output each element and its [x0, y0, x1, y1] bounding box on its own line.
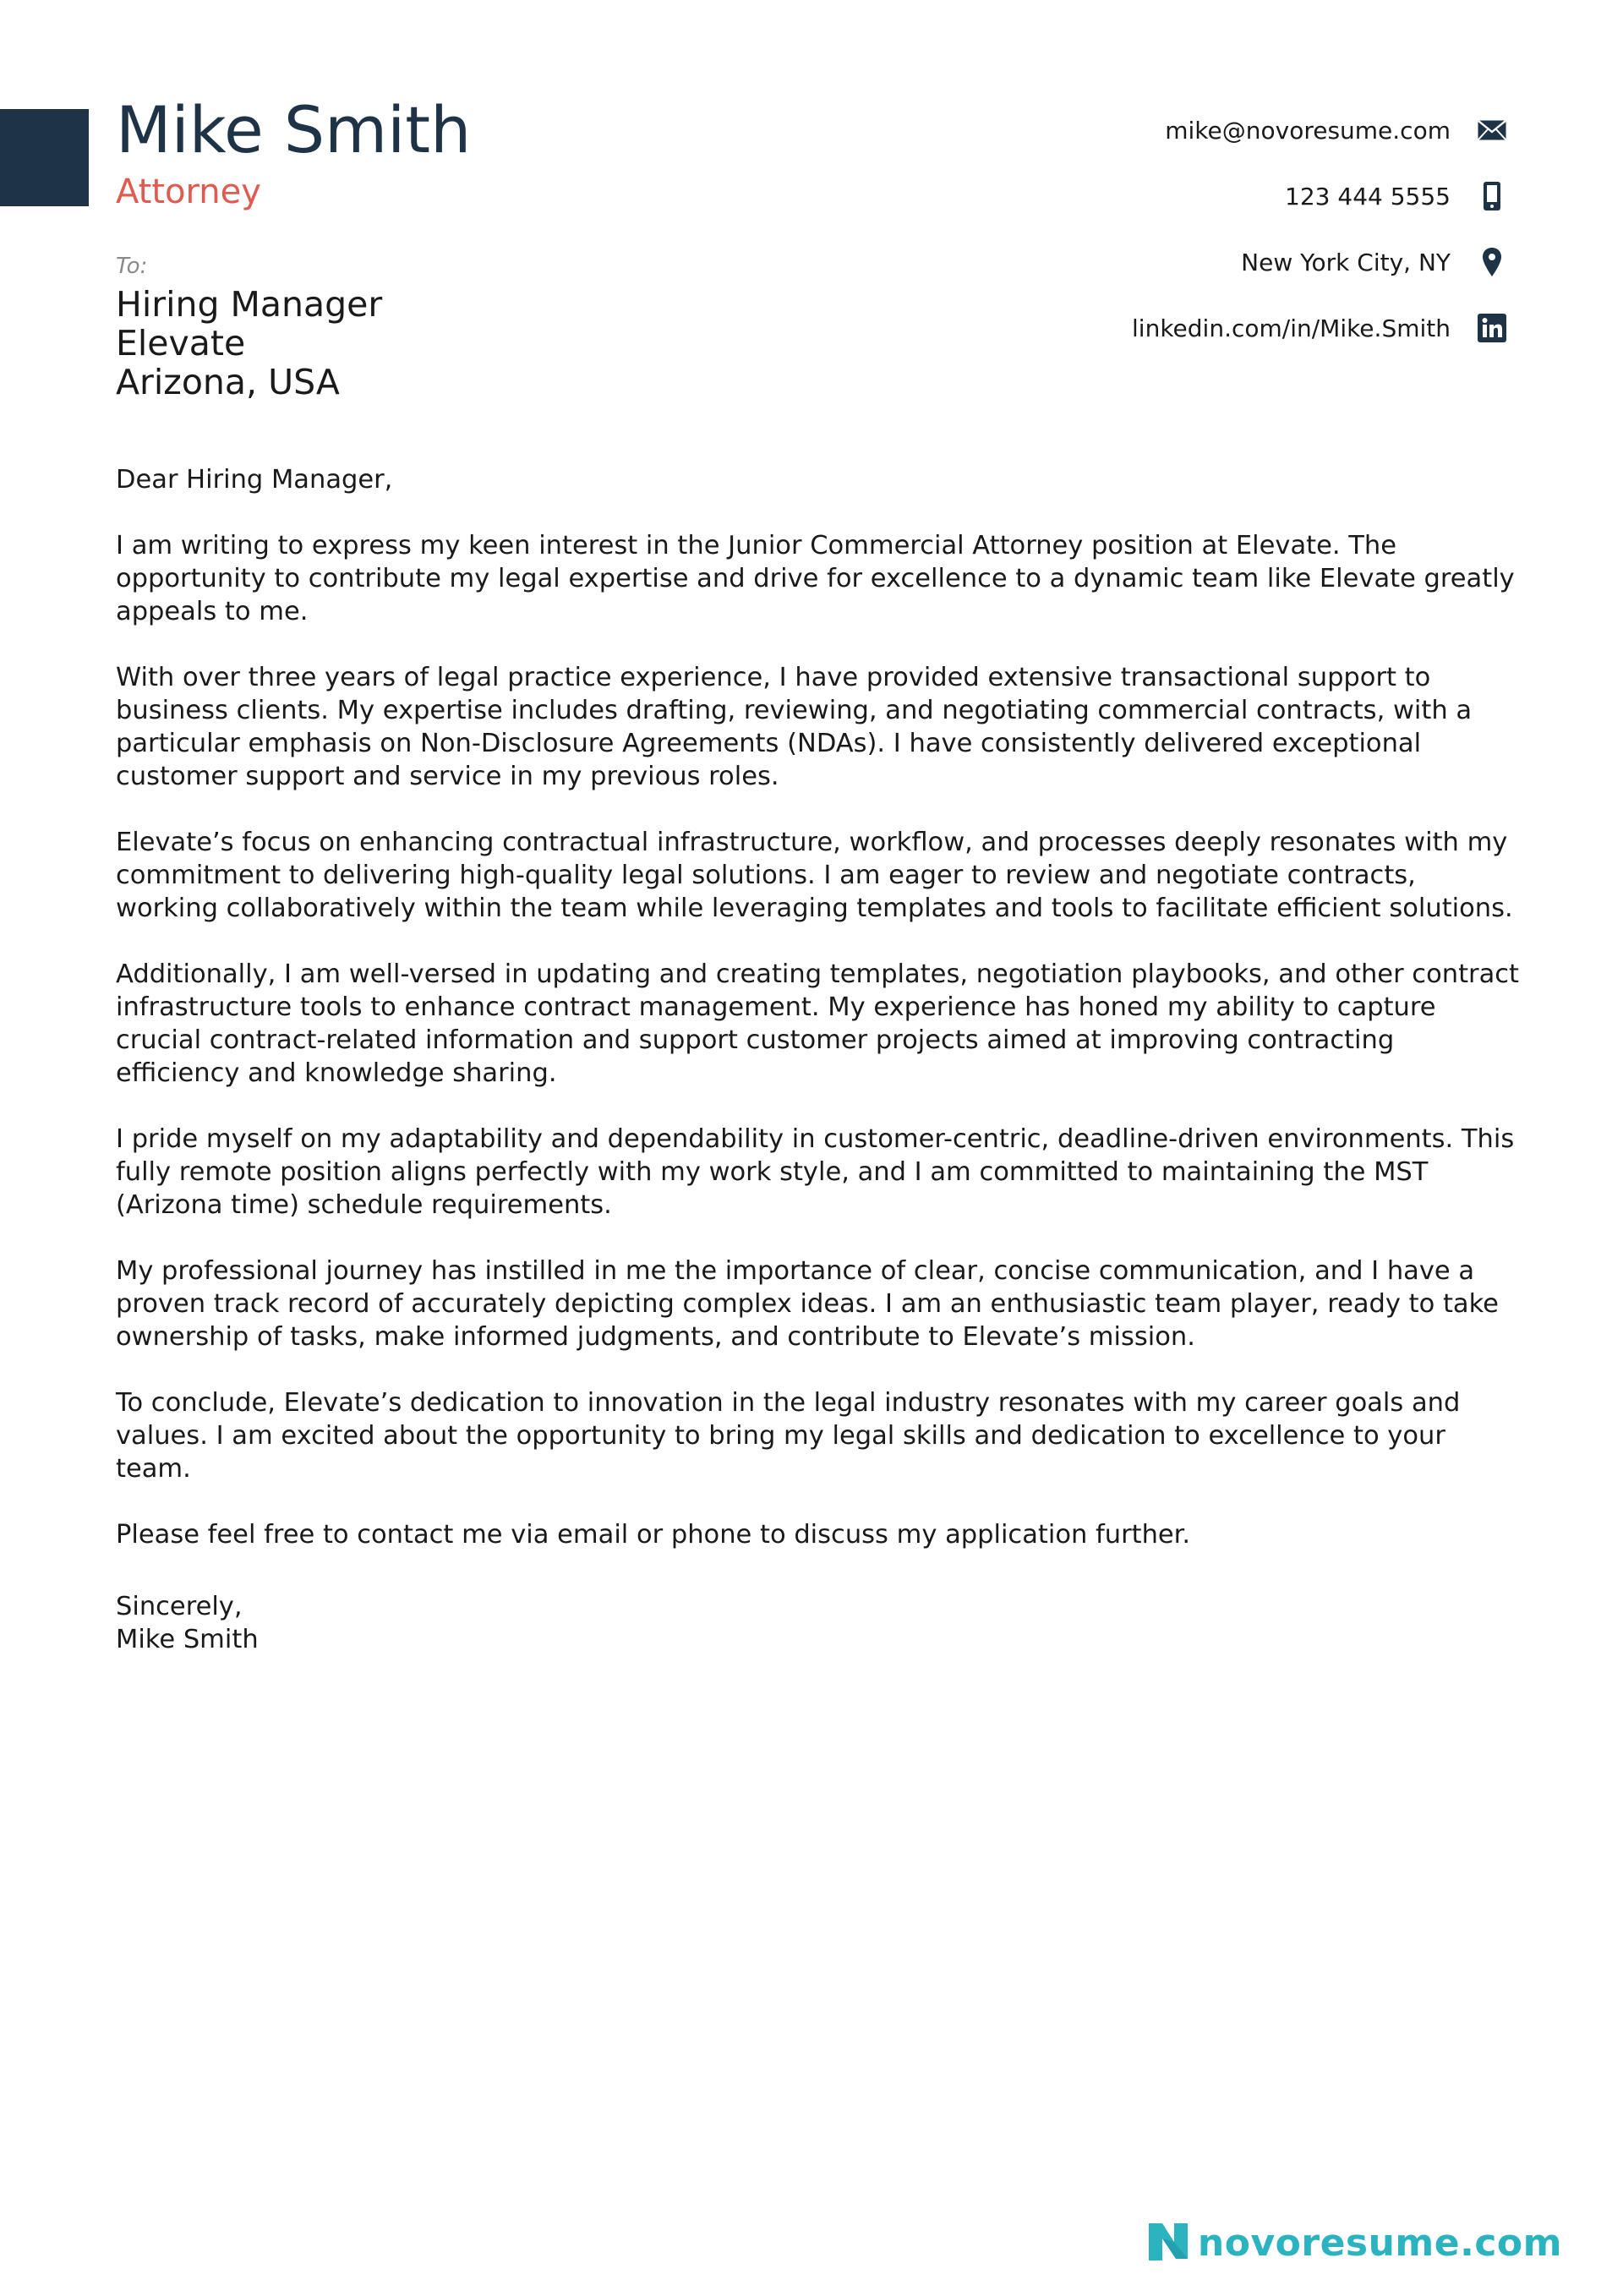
contact-location	[832, 229, 1508, 295]
phone-icon	[1476, 179, 1508, 213]
salutation: Dear Hiring Manager,	[116, 465, 393, 495]
contact-linkedin-text[interactable]: linkedin.com/in/Mike.Smith	[1132, 314, 1451, 342]
letter-paragraph: I am writing to express my keen interest in the Junior Commercial Attorney position at Elevate. The opportunity to contribute my legal expertise and drive for excellence to a dynamic team like Elevate greatly appeals to me.	[116, 531, 1515, 626]
novoresume-logo-icon	[1145, 2218, 1191, 2267]
closing-phrase: Sincerely,	[116, 1592, 243, 1621]
letter-paragraph: Additionally, I am well-versed in updating and creating templates, negotiation playbooks, and other contract infrastructure tools to enhance contract management. My experience has honed my ability to capture crucial contract-related information and support customer projects aimed at improving contracting efficiency and knowledge sharing.	[116, 959, 1519, 1088]
recipient-label: To:	[116, 254, 148, 279]
envelope-icon	[1476, 113, 1508, 147]
letter-paragraph: To conclude, Elevate’s dedication to innovation in the legal industry resonates with my career goals and values. I am excited about the opportunity to bring my legal skills and dedication to excellence to your team.	[116, 1388, 1461, 1484]
brand-footer[interactable]	[1145, 2218, 1562, 2267]
contact-linkedin[interactable]	[832, 295, 1508, 361]
contact-email-text[interactable]: mike@novoresume.com	[1165, 116, 1451, 145]
location-pin-icon	[1476, 245, 1508, 279]
letter-paragraph: I pride myself on my adaptability and dependability in customer-centric, deadline-driven environments. This fully remote position aligns perfectly with my work style, and I am committed to maintaining the MST (Arizona time) schedule requirements.	[116, 1124, 1515, 1220]
contact-location-text: New York City, NY	[1241, 248, 1451, 276]
contact-phone-text[interactable]: 123 444 5555	[1285, 182, 1451, 210]
contact-info	[832, 97, 1508, 361]
letter-body	[116, 463, 1519, 1584]
signature-name: Mike Smith	[116, 1625, 259, 1654]
linkedin-icon	[1476, 311, 1508, 345]
header-accent-block	[0, 109, 89, 206]
candidate-name: Mike Smith	[116, 92, 472, 167]
contact-email[interactable]	[832, 97, 1508, 163]
contact-phone[interactable]	[832, 163, 1508, 229]
letter-closing	[116, 1590, 259, 1656]
letter-paragraph: With over three years of legal practice experience, I have provided extensive transactional support to business clients. My expertise includes drafting, reviewing, and negotiating commercial contracts, with a particular emphasis on Non-Disclosure Agreements (NDAs). I have consistently delivered exceptional customer support and service in my previous roles.	[116, 663, 1473, 791]
recipient-line: Hiring Manager	[116, 284, 383, 325]
letter-paragraph: Please feel free to contact me via email or phone to discuss my application further.	[116, 1520, 1191, 1550]
candidate-title: Attorney	[116, 172, 261, 211]
recipient-line: Arizona, USA	[116, 362, 340, 402]
brand-text[interactable]: novoresume.com	[1197, 2221, 1562, 2265]
recipient-line: Elevate	[116, 323, 246, 364]
letter-paragraph: My professional journey has instilled in me the importance of clear, concise communication, and I have a proven track record of accurately depicting complex ideas. I am an enthusiastic team player, ready to take ownership of tasks, make informed judgments, and contribute to Elevate’s mission.	[116, 1256, 1499, 1352]
letter-paragraph: Elevate’s focus on enhancing contractual infrastructure, workflow, and processes deeply resonates with my commitment to delivering high-quality legal solutions. I am eager to review and negotiate contracts, working collaboratively within the team while leveraging templates and tools to facilitate efficient solutions.	[116, 828, 1513, 923]
recipient-block	[116, 285, 382, 402]
